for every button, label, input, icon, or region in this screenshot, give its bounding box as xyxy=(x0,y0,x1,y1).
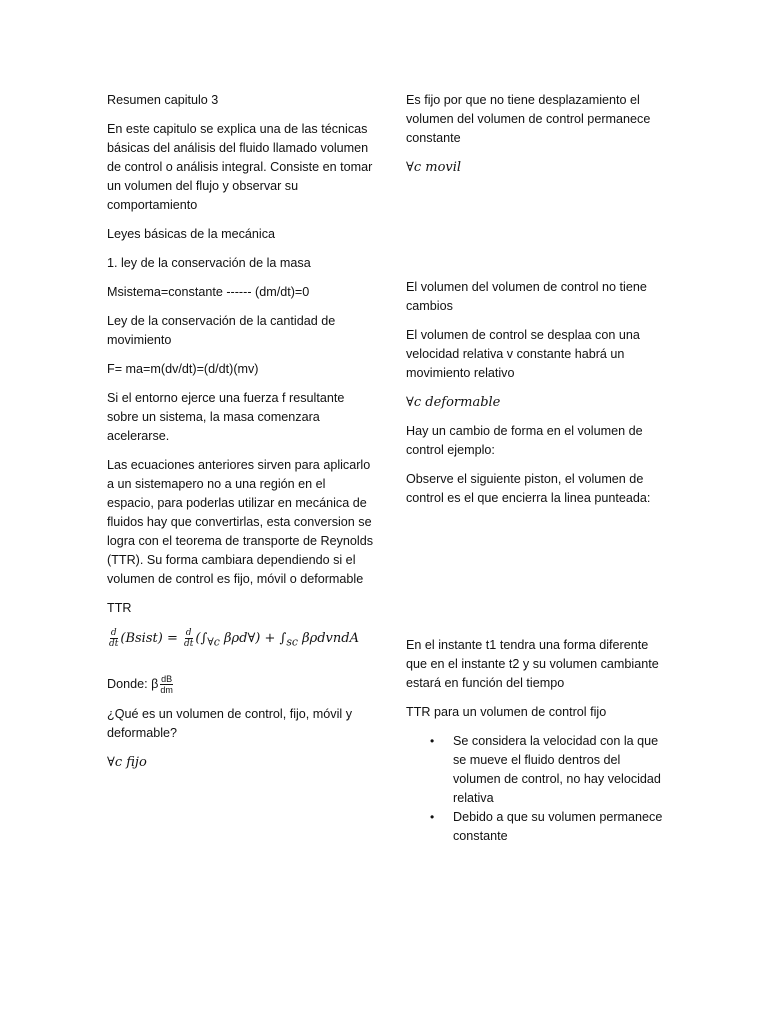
moves-paragraph: El volumen de control se desplaa con una velocidad relativa v constante habrá un movimiento relativo xyxy=(406,328,640,380)
vc-fijo-label: ∀c fijo xyxy=(107,754,147,770)
law-1-heading: 1. ley de la conservación de la masa xyxy=(107,256,311,270)
intro-paragraph: En este capitulo se explica una de las técnicas básicas del análisis del fluido llamado volumen de control o análisis integral. Consiste en tomar un volumen del flujo y observar su comportamiento xyxy=(107,122,373,212)
force-paragraph: Si el entorno ejerce una fuerza f resultante sobre un sistema, la masa comenzara acelerarse. xyxy=(107,391,345,443)
donde-line xyxy=(107,674,375,695)
reynolds-paragraph: Las ecuaciones anteriores sirven para aplicarlo a un sistemapero no a una región en el espacio, para poderlas utilizar en mecánica de fluidos hay que convertirlas, esta conversion se logra con el teorema de transporte de Reynolds (TTR). Su forma cambiara dependiendo si el volumen de control es fijo, móvil o deformable xyxy=(107,458,374,586)
list-item xyxy=(406,732,664,808)
ttr-derivative-fraction: $\frac{d}{dt}$ xyxy=(109,628,119,649)
ttr-sc-subscript: sc xyxy=(286,635,298,649)
law-2-heading: Ley de la conservación de la cantidad de movimiento xyxy=(107,314,336,347)
instant-paragraph: En el instante t1 tendra una forma diferente que en el instante t2 y su volumen cambiante estará en función del tiempo xyxy=(406,638,659,690)
document-title: Resumen capitulo 3 xyxy=(107,93,219,107)
mass-equation: Msistema=constante ------ (dm/dt)=0 xyxy=(107,285,310,299)
ttr-derivative-fraction-2: $\frac{d}{dt}$ xyxy=(183,628,194,649)
donde-fraction: $\frac{dB}{dm}$ xyxy=(160,673,173,695)
laws-heading: Leyes básicas de la mecánica xyxy=(107,227,276,241)
question-paragraph: ¿Qué es un volumen de control, fijo, móvil y deformable? xyxy=(107,706,352,740)
ttr-equation xyxy=(107,628,375,652)
ttr-vc-subscript: ∀c xyxy=(207,635,220,649)
piston-figure-space xyxy=(406,518,664,636)
force-equation: F= ma=m(dv/dt)=(d/dt)(mv) xyxy=(107,362,259,376)
bullet-icon: • xyxy=(430,734,435,748)
fijo-paragraph: Es fijo por que no tiene desplazamiento el volumen del volumen de control permanece constante xyxy=(406,93,651,145)
vc-movil-label: ∀c movil xyxy=(406,160,462,175)
piston-paragraph: Observe el siguiente piston, el volumen de control es el que encierra la linea punteada: xyxy=(406,472,651,505)
shape-change-paragraph: Hay un cambio de forma en el volumen de control ejemplo: xyxy=(406,424,643,457)
blank-space xyxy=(406,187,664,278)
list-item-text: Debido a que su volumen permanece constante xyxy=(453,810,663,843)
ttr-label: TTR xyxy=(107,601,132,615)
bullet-icon: • xyxy=(430,810,435,824)
donde-label: Donde: β xyxy=(107,676,159,691)
vc-deformable-label: ∀c deformable xyxy=(406,395,501,410)
left-column xyxy=(107,91,375,782)
no-change-paragraph: El volumen del volumen de control no tiene cambios xyxy=(406,280,647,313)
right-column xyxy=(406,91,664,846)
ttr-integral-open: (∫ xyxy=(195,631,208,646)
ttr-bsist: (Bsist) = xyxy=(120,631,182,646)
ttr-integrand-2: βρdvndA xyxy=(297,631,359,646)
ttr-fijo-heading: TTR para un volumen de control fijo xyxy=(406,705,607,719)
list-item-text: Se considera la velocidad con la que se mueve el fluido dentros del volumen de control, no hay velocidad relativa xyxy=(453,734,661,805)
list-item xyxy=(406,808,664,846)
ttr-integrand-1: βρd∀) + ∫ xyxy=(219,631,287,646)
bullet-list xyxy=(406,732,664,846)
